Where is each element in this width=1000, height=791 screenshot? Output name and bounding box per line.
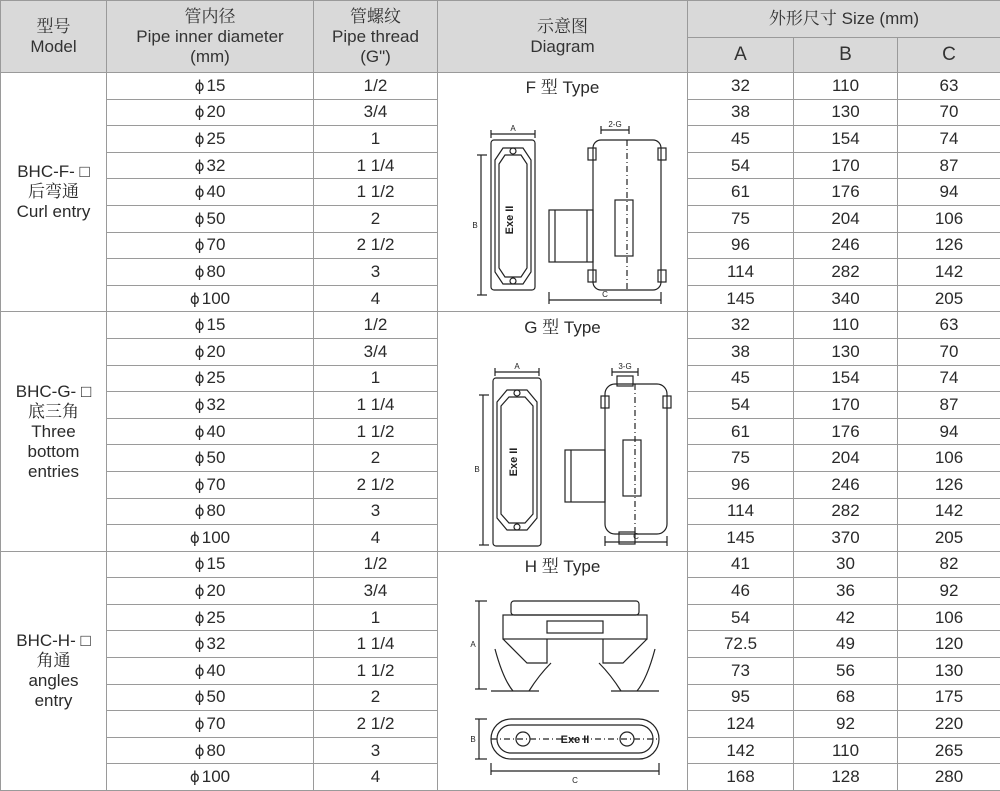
pipe-diameter-cell	[107, 631, 314, 658]
g-dim-c-label: C	[632, 531, 639, 541]
g-dim-b-label: B	[473, 464, 480, 474]
size-c-cell: 280	[898, 764, 1000, 791]
model-name-cn: 后弯通	[28, 182, 79, 202]
f-dim-c-label: C	[601, 290, 608, 300]
diameter-value: 15	[206, 75, 226, 95]
diagram-cell-f	[438, 73, 688, 312]
pipe-diameter-cell	[107, 551, 314, 578]
size-header: 外形尺寸 Size (mm)	[688, 1, 1000, 38]
pipe-diameter-cell	[107, 711, 314, 738]
diameter-symbol: ϕ	[194, 316, 205, 335]
pipe-thread-cell: 1	[314, 604, 438, 631]
model-code: BHC-G- □	[15, 381, 92, 401]
model-cell-f	[1, 73, 107, 312]
size-c-cell: 205	[898, 285, 1000, 312]
pipe-thread-cell: 3/4	[314, 338, 438, 365]
size-a-cell: 75	[688, 205, 794, 232]
f-dim-b-label: B	[471, 221, 478, 231]
diameter-symbol: ϕ	[194, 236, 205, 255]
model-name-en: entries	[27, 461, 80, 481]
pipe-diameter-cell	[107, 498, 314, 525]
size-b-cell: 110	[794, 737, 898, 764]
pipe-thread-cell: 2	[314, 684, 438, 711]
diameter-value: 80	[206, 740, 226, 760]
pipe-diameter-cell	[107, 152, 314, 179]
diameter-symbol: ϕ	[194, 661, 205, 680]
dim-c-header: C	[898, 38, 1000, 73]
diameter-value: 50	[206, 208, 226, 228]
size-a-cell: 72.5	[688, 631, 794, 658]
diameter-value: 15	[206, 554, 226, 574]
size-a-cell: 61	[688, 179, 794, 206]
size-c-cell: 87	[898, 392, 1000, 419]
diameter-value: 100	[201, 527, 231, 547]
size-b-cell: 110	[794, 73, 898, 100]
f-mark-label: Exe II	[503, 205, 516, 235]
size-a-cell: 54	[688, 152, 794, 179]
table-row	[1, 551, 1000, 578]
pipe-thread-cell: 2 1/2	[314, 711, 438, 738]
f-type-drawing	[443, 100, 683, 310]
size-c-cell: 74	[898, 126, 1000, 153]
diameter-symbol: ϕ	[194, 342, 205, 361]
diameter-symbol: ϕ	[189, 768, 200, 787]
g-type-drawing	[443, 340, 683, 550]
size-b-cell: 176	[794, 418, 898, 445]
pipe-diameter-cell	[107, 525, 314, 552]
h-dim-a-label: A	[469, 639, 476, 649]
pipe-thread-cell: 3	[314, 498, 438, 525]
size-a-cell: 114	[688, 259, 794, 286]
size-c-cell: 63	[898, 73, 1000, 100]
size-c-cell: 94	[898, 418, 1000, 445]
pipe-thread-cell: 1 1/4	[314, 631, 438, 658]
pipe-diameter-cell	[107, 99, 314, 126]
diameter-value: 70	[206, 714, 226, 734]
size-c-cell: 220	[898, 711, 1000, 738]
size-c-cell: 87	[898, 152, 1000, 179]
size-a-cell: 114	[688, 498, 794, 525]
diameter-symbol: ϕ	[194, 502, 205, 521]
type-label: F 型 Type	[525, 78, 600, 98]
model-name-cn: 底三角	[28, 401, 79, 421]
g-dim-a-label: A	[513, 361, 520, 371]
size-a-cell: 41	[688, 551, 794, 578]
model-name-en: Curl entry	[16, 202, 91, 222]
diameter-symbol: ϕ	[194, 209, 205, 228]
diameter-value: 20	[206, 581, 226, 601]
size-b-cell: 204	[794, 205, 898, 232]
diameter-value: 70	[206, 235, 226, 255]
diameter-value: 100	[201, 288, 231, 308]
size-b-cell: 246	[794, 232, 898, 259]
size-a-cell: 145	[688, 285, 794, 312]
pipe-thread-cell: 1 1/4	[314, 392, 438, 419]
pipe-thread-header: 管螺纹 Pipe thread (G")	[314, 1, 438, 73]
size-c-cell: 94	[898, 179, 1000, 206]
pipe-diameter-cell	[107, 205, 314, 232]
pipe-thread-cell: 1/2	[314, 551, 438, 578]
diameter-value: 40	[206, 182, 226, 202]
header-row-1	[1, 1, 1000, 38]
size-b-cell: 56	[794, 658, 898, 685]
diameter-symbol: ϕ	[194, 76, 205, 95]
g-mark-label: Exe II	[507, 447, 520, 476]
size-b-cell: 130	[794, 338, 898, 365]
h-dim-b-label: B	[469, 734, 476, 744]
diameter-value: 32	[206, 394, 226, 414]
size-c-cell: 63	[898, 312, 1000, 339]
size-c-cell: 120	[898, 631, 1000, 658]
pipe-thread-cell: 2	[314, 445, 438, 472]
size-a-cell: 46	[688, 578, 794, 605]
pipe-diameter-cell	[107, 471, 314, 498]
diameter-symbol: ϕ	[194, 369, 205, 388]
pipe-diameter-cell	[107, 392, 314, 419]
diameter-value: 100	[201, 767, 231, 787]
diagram-header: 示意图 Diagram	[438, 1, 688, 73]
diameter-value: 20	[206, 102, 226, 122]
pipe-diameter-cell	[107, 365, 314, 392]
pipe-diameter-cell	[107, 259, 314, 286]
model-cell-h	[1, 551, 107, 790]
size-b-cell: 282	[794, 259, 898, 286]
size-b-cell: 170	[794, 392, 898, 419]
model-name-en: bottom	[27, 441, 80, 461]
diameter-symbol: ϕ	[194, 608, 205, 627]
size-c-cell: 82	[898, 551, 1000, 578]
pipe-diameter-cell	[107, 684, 314, 711]
size-a-cell: 96	[688, 471, 794, 498]
diameter-value: 80	[206, 261, 226, 281]
diameter-symbol: ϕ	[189, 528, 200, 547]
size-a-cell: 95	[688, 684, 794, 711]
size-b-cell: 246	[794, 471, 898, 498]
diameter-symbol: ϕ	[194, 262, 205, 281]
h-type-drawing	[443, 579, 683, 789]
diameter-symbol: ϕ	[189, 289, 200, 308]
diameter-value: 20	[206, 341, 226, 361]
size-b-cell: 204	[794, 445, 898, 472]
size-b-cell: 30	[794, 551, 898, 578]
diameter-symbol: ϕ	[194, 183, 205, 202]
pipe-diameter-header: 管内径 Pipe inner diameter (mm)	[107, 1, 314, 73]
diagram-cell-g	[438, 312, 688, 551]
size-a-cell: 32	[688, 312, 794, 339]
model-name-en: angles	[28, 670, 79, 690]
pipe-thread-cell: 1/2	[314, 73, 438, 100]
size-b-cell: 36	[794, 578, 898, 605]
dim-b-header: B	[794, 38, 898, 73]
table-row	[1, 312, 1000, 339]
size-b-cell: 282	[794, 498, 898, 525]
pipe-diameter-cell	[107, 418, 314, 445]
size-c-cell: 70	[898, 338, 1000, 365]
f-dim-a-label: A	[509, 124, 516, 134]
pipe-thread-cell: 3	[314, 737, 438, 764]
pipe-diameter-cell	[107, 604, 314, 631]
size-b-cell: 154	[794, 126, 898, 153]
pipe-diameter-cell	[107, 658, 314, 685]
pipe-thread-cell: 1 1/2	[314, 658, 438, 685]
size-a-cell: 45	[688, 365, 794, 392]
pipe-diameter-cell	[107, 312, 314, 339]
diameter-symbol: ϕ	[194, 555, 205, 574]
pipe-thread-cell: 1 1/2	[314, 179, 438, 206]
size-c-cell: 175	[898, 684, 1000, 711]
pipe-diameter-cell	[107, 73, 314, 100]
pipe-thread-cell: 1	[314, 365, 438, 392]
size-a-cell: 168	[688, 764, 794, 791]
diameter-value: 50	[206, 687, 226, 707]
size-c-cell: 106	[898, 445, 1000, 472]
diameter-symbol: ϕ	[194, 582, 205, 601]
size-c-cell: 74	[898, 365, 1000, 392]
pipe-diameter-cell	[107, 445, 314, 472]
size-c-cell: 70	[898, 99, 1000, 126]
type-label: H 型 Type	[524, 556, 601, 576]
size-c-cell: 92	[898, 578, 1000, 605]
diameter-value: 40	[206, 421, 226, 441]
size-a-cell: 124	[688, 711, 794, 738]
diameter-value: 25	[206, 368, 226, 388]
size-c-cell: 142	[898, 498, 1000, 525]
size-b-cell: 370	[794, 525, 898, 552]
model-name-en: Three	[31, 421, 76, 441]
pipe-thread-cell: 1	[314, 126, 438, 153]
pipe-diameter-cell	[107, 232, 314, 259]
diameter-symbol: ϕ	[194, 422, 205, 441]
diameter-symbol: ϕ	[194, 395, 205, 414]
size-a-cell: 75	[688, 445, 794, 472]
size-c-cell: 126	[898, 232, 1000, 259]
diameter-value: 32	[206, 155, 226, 175]
diameter-symbol: ϕ	[194, 449, 205, 468]
table-body	[1, 73, 1000, 791]
size-c-cell: 130	[898, 658, 1000, 685]
size-c-cell: 265	[898, 737, 1000, 764]
g-dim-g-label: 3-G	[617, 361, 632, 371]
diameter-symbol: ϕ	[194, 741, 205, 760]
diameter-value: 80	[206, 501, 226, 521]
diameter-symbol: ϕ	[194, 156, 205, 175]
diameter-value: 25	[206, 607, 226, 627]
diameter-value: 50	[206, 448, 226, 468]
pipe-thread-cell: 1 1/2	[314, 418, 438, 445]
pipe-diameter-cell	[107, 764, 314, 791]
size-b-cell: 170	[794, 152, 898, 179]
pipe-thread-cell: 3/4	[314, 578, 438, 605]
diameter-symbol: ϕ	[194, 475, 205, 494]
size-b-cell: 130	[794, 99, 898, 126]
model-name-en: entry	[34, 690, 73, 710]
size-b-cell: 49	[794, 631, 898, 658]
size-b-cell: 92	[794, 711, 898, 738]
size-c-cell: 142	[898, 259, 1000, 286]
model-cell-g	[1, 312, 107, 551]
size-a-cell: 145	[688, 525, 794, 552]
model-code: BHC-F- □	[17, 162, 90, 182]
h-mark-label: Exe II	[560, 733, 589, 746]
diameter-value: 40	[206, 660, 226, 680]
pipe-thread-cell: 4	[314, 285, 438, 312]
size-a-cell: 142	[688, 737, 794, 764]
type-label: G 型 Type	[524, 317, 601, 337]
pipe-diameter-cell	[107, 578, 314, 605]
size-b-cell: 154	[794, 365, 898, 392]
size-b-cell: 42	[794, 604, 898, 631]
size-a-cell: 96	[688, 232, 794, 259]
size-c-cell: 205	[898, 525, 1000, 552]
diameter-symbol: ϕ	[194, 103, 205, 122]
pipe-diameter-cell	[107, 285, 314, 312]
pipe-diameter-cell	[107, 179, 314, 206]
pipe-thread-cell: 4	[314, 525, 438, 552]
pipe-thread-cell: 3	[314, 259, 438, 286]
size-a-cell: 38	[688, 99, 794, 126]
diameter-value: 32	[206, 634, 226, 654]
pipe-diameter-cell	[107, 126, 314, 153]
size-b-cell: 340	[794, 285, 898, 312]
h-dim-c-label: C	[571, 775, 578, 785]
size-b-cell: 68	[794, 684, 898, 711]
size-a-cell: 45	[688, 126, 794, 153]
diameter-symbol: ϕ	[194, 129, 205, 148]
pipe-thread-cell: 3/4	[314, 99, 438, 126]
pipe-thread-cell: 2	[314, 205, 438, 232]
f-dim-g-label: 2-G	[607, 120, 622, 130]
dim-a-header: A	[688, 38, 794, 73]
pipe-thread-cell: 2 1/2	[314, 232, 438, 259]
table-row	[1, 73, 1000, 100]
pipe-diameter-cell	[107, 737, 314, 764]
size-a-cell: 32	[688, 73, 794, 100]
pipe-thread-cell: 1/2	[314, 312, 438, 339]
model-header: 型号 Model	[1, 1, 107, 73]
pipe-thread-cell: 1 1/4	[314, 152, 438, 179]
size-c-cell: 106	[898, 205, 1000, 232]
diameter-value: 70	[206, 474, 226, 494]
size-a-cell: 73	[688, 658, 794, 685]
size-a-cell: 54	[688, 392, 794, 419]
pipe-thread-cell: 2 1/2	[314, 471, 438, 498]
size-b-cell: 176	[794, 179, 898, 206]
diameter-symbol: ϕ	[194, 688, 205, 707]
diameter-value: 25	[206, 128, 226, 148]
model-name-cn: 角通	[36, 650, 71, 670]
pipe-thread-cell: 4	[314, 764, 438, 791]
size-a-cell: 54	[688, 604, 794, 631]
size-b-cell: 128	[794, 764, 898, 791]
size-a-cell: 61	[688, 418, 794, 445]
diagram-cell-h	[438, 551, 688, 790]
model-code: BHC-H- □	[16, 630, 91, 650]
diameter-symbol: ϕ	[194, 635, 205, 654]
diameter-value: 15	[206, 315, 226, 335]
size-c-cell: 126	[898, 471, 1000, 498]
size-a-cell: 38	[688, 338, 794, 365]
size-b-cell: 110	[794, 312, 898, 339]
pipe-diameter-cell	[107, 338, 314, 365]
diameter-symbol: ϕ	[194, 715, 205, 734]
size-c-cell: 106	[898, 604, 1000, 631]
